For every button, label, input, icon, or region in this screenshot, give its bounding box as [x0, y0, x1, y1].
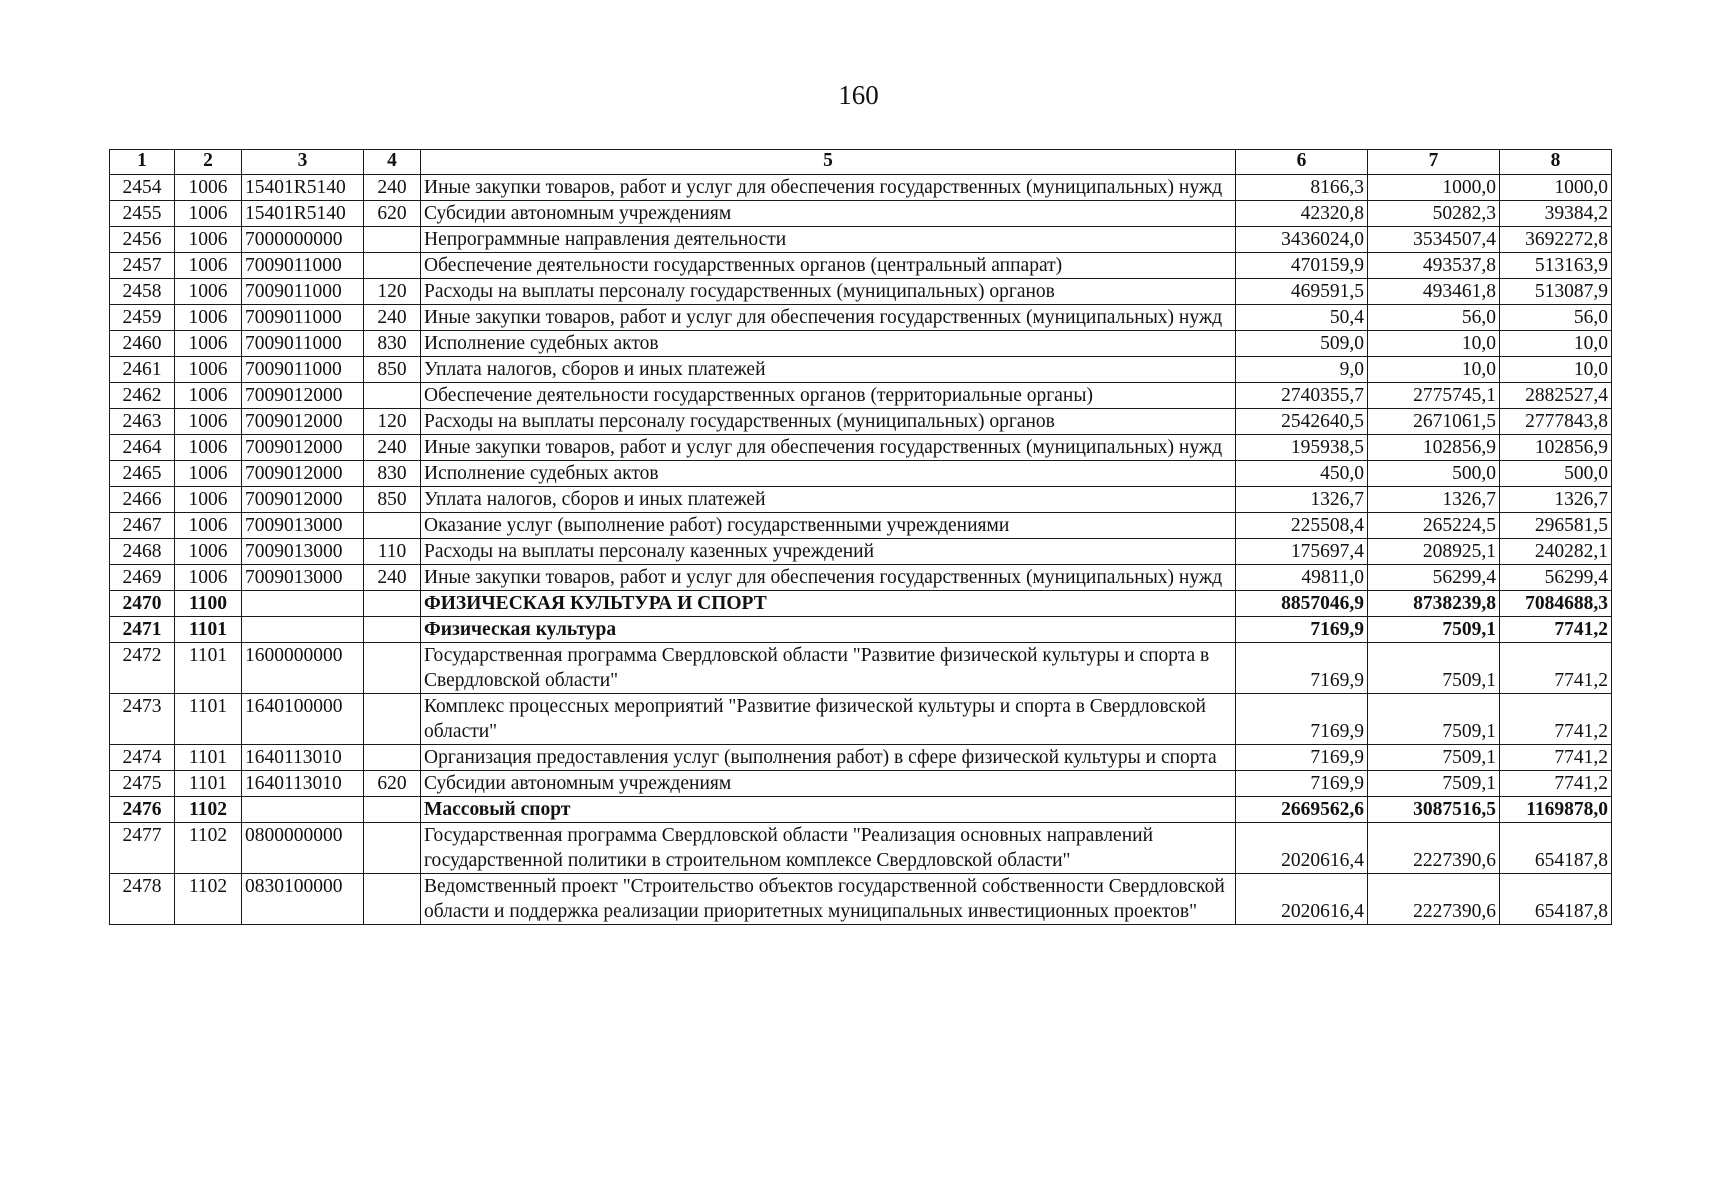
section-code: 1100 [175, 591, 242, 617]
row-number: 2459 [110, 305, 175, 331]
amount-col-7: 2227390,6 [1368, 823, 1500, 874]
target-code: 7009011000 [242, 305, 364, 331]
amount-col-6: 509,0 [1236, 331, 1368, 357]
section-code: 1101 [175, 617, 242, 643]
amount-col-8: 513087,9 [1500, 279, 1612, 305]
item-name: Исполнение судебных актов [421, 461, 1236, 487]
table-row [110, 617, 1612, 643]
target-code: 1640100000 [242, 694, 364, 745]
table-row [110, 357, 1612, 383]
target-code [242, 617, 364, 643]
item-name: Физическая культура [421, 617, 1236, 643]
target-code: 7009011000 [242, 253, 364, 279]
amount-col-8: 1000,0 [1500, 175, 1612, 201]
target-code: 1640113010 [242, 745, 364, 771]
amount-col-6: 9,0 [1236, 357, 1368, 383]
amount-col-8: 102856,9 [1500, 435, 1612, 461]
expense-type-code: 240 [364, 305, 421, 331]
item-name: Расходы на выплаты персоналу государственных (муниципальных) органов [421, 279, 1236, 305]
table-row [110, 565, 1612, 591]
amount-col-6: 7169,9 [1236, 745, 1368, 771]
target-code: 0800000000 [242, 823, 364, 874]
amount-col-8: 654187,8 [1500, 823, 1612, 874]
column-header: 2 [175, 150, 242, 175]
item-name: ФИЗИЧЕСКАЯ КУЛЬТУРА И СПОРТ [421, 591, 1236, 617]
item-name: Расходы на выплаты персоналу казенных учреждений [421, 539, 1236, 565]
row-number: 2475 [110, 771, 175, 797]
row-number: 2465 [110, 461, 175, 487]
amount-col-6: 2740355,7 [1236, 383, 1368, 409]
amount-col-6: 8166,3 [1236, 175, 1368, 201]
amount-col-6: 2020616,4 [1236, 823, 1368, 874]
table-row [110, 279, 1612, 305]
table-row [110, 874, 1612, 925]
target-code [242, 591, 364, 617]
amount-col-7: 3087516,5 [1368, 797, 1500, 823]
expense-type-code [364, 823, 421, 874]
item-name: Иные закупки товаров, работ и услуг для обеспечения государственных (муниципальных) нужд [421, 435, 1236, 461]
amount-col-6: 7169,9 [1236, 694, 1368, 745]
table-body [110, 175, 1612, 925]
row-number: 2457 [110, 253, 175, 279]
table-row [110, 591, 1612, 617]
amount-col-8: 7741,2 [1500, 771, 1612, 797]
section-code: 1101 [175, 771, 242, 797]
amount-col-8: 1169878,0 [1500, 797, 1612, 823]
section-code: 1006 [175, 409, 242, 435]
row-number: 2463 [110, 409, 175, 435]
section-code: 1101 [175, 745, 242, 771]
expense-type-code: 830 [364, 331, 421, 357]
section-code: 1006 [175, 383, 242, 409]
target-code: 15401R5140 [242, 175, 364, 201]
target-code: 7009012000 [242, 409, 364, 435]
column-header: 3 [242, 150, 364, 175]
row-number: 2477 [110, 823, 175, 874]
target-code: 1600000000 [242, 643, 364, 694]
table-row [110, 539, 1612, 565]
amount-col-7: 493537,8 [1368, 253, 1500, 279]
expense-type-code [364, 643, 421, 694]
row-number: 2456 [110, 227, 175, 253]
amount-col-8: 7741,2 [1500, 694, 1612, 745]
amount-col-7: 7509,1 [1368, 694, 1500, 745]
table-row [110, 175, 1612, 201]
expense-type-code: 240 [364, 565, 421, 591]
row-number: 2454 [110, 175, 175, 201]
amount-col-8: 3692272,8 [1500, 227, 1612, 253]
amount-col-8: 7741,2 [1500, 617, 1612, 643]
column-header: 4 [364, 150, 421, 175]
table-row [110, 823, 1612, 874]
amount-col-6: 1326,7 [1236, 487, 1368, 513]
amount-col-8: 10,0 [1500, 331, 1612, 357]
row-number: 2469 [110, 565, 175, 591]
table-row [110, 513, 1612, 539]
amount-col-7: 2227390,6 [1368, 874, 1500, 925]
amount-col-7: 1326,7 [1368, 487, 1500, 513]
item-name: Непрограммные направления деятельности [421, 227, 1236, 253]
amount-col-8: 654187,8 [1500, 874, 1612, 925]
table-row [110, 409, 1612, 435]
item-name: Субсидии автономным учреждениям [421, 201, 1236, 227]
header-row [110, 150, 1612, 175]
section-code: 1006 [175, 175, 242, 201]
amount-col-7: 265224,5 [1368, 513, 1500, 539]
amount-col-6: 470159,9 [1236, 253, 1368, 279]
row-number: 2472 [110, 643, 175, 694]
amount-col-8: 1326,7 [1500, 487, 1612, 513]
item-name: Государственная программа Свердловской области "Реализация основных направлений государственной политики в строительном комплексе Свердловской области" [421, 823, 1236, 874]
column-header: 7 [1368, 150, 1500, 175]
target-code: 7009012000 [242, 435, 364, 461]
section-code: 1006 [175, 279, 242, 305]
expense-type-code: 120 [364, 279, 421, 305]
amount-col-7: 56,0 [1368, 305, 1500, 331]
section-code: 1006 [175, 227, 242, 253]
budget-table [109, 149, 1612, 925]
table-row [110, 383, 1612, 409]
amount-col-7: 208925,1 [1368, 539, 1500, 565]
table-row [110, 771, 1612, 797]
column-header: 8 [1500, 150, 1612, 175]
table-row [110, 435, 1612, 461]
target-code: 7009012000 [242, 487, 364, 513]
row-number: 2471 [110, 617, 175, 643]
expense-type-code [364, 253, 421, 279]
amount-col-6: 195938,5 [1236, 435, 1368, 461]
amount-col-8: 56299,4 [1500, 565, 1612, 591]
expense-type-code [364, 591, 421, 617]
amount-col-6: 7169,9 [1236, 617, 1368, 643]
page-number: 160 [838, 80, 879, 110]
row-number: 2466 [110, 487, 175, 513]
table-row [110, 305, 1612, 331]
section-code: 1006 [175, 565, 242, 591]
amount-col-8: 513163,9 [1500, 253, 1612, 279]
amount-col-7: 7509,1 [1368, 771, 1500, 797]
amount-col-6: 7169,9 [1236, 771, 1368, 797]
target-code: 7009013000 [242, 513, 364, 539]
amount-col-7: 500,0 [1368, 461, 1500, 487]
amount-col-6: 3436024,0 [1236, 227, 1368, 253]
amount-col-8: 10,0 [1500, 357, 1612, 383]
amount-col-8: 500,0 [1500, 461, 1612, 487]
amount-col-6: 225508,4 [1236, 513, 1368, 539]
row-number: 2478 [110, 874, 175, 925]
amount-col-6: 2669562,6 [1236, 797, 1368, 823]
amount-col-8: 56,0 [1500, 305, 1612, 331]
item-name: Оказание услуг (выполнение работ) государственными учреждениями [421, 513, 1236, 539]
expense-type-code: 240 [364, 175, 421, 201]
target-code: 0830100000 [242, 874, 364, 925]
section-code: 1101 [175, 694, 242, 745]
amount-col-6: 450,0 [1236, 461, 1368, 487]
row-number: 2467 [110, 513, 175, 539]
item-name: Обеспечение деятельности государственных органов (территориальные органы) [421, 383, 1236, 409]
section-code: 1102 [175, 797, 242, 823]
amount-col-6: 8857046,9 [1236, 591, 1368, 617]
section-code: 1006 [175, 357, 242, 383]
amount-col-6: 7169,9 [1236, 643, 1368, 694]
row-number: 2464 [110, 435, 175, 461]
amount-col-7: 50282,3 [1368, 201, 1500, 227]
amount-col-6: 469591,5 [1236, 279, 1368, 305]
amount-col-7: 493461,8 [1368, 279, 1500, 305]
amount-col-6: 49811,0 [1236, 565, 1368, 591]
row-number: 2473 [110, 694, 175, 745]
item-name: Массовый спорт [421, 797, 1236, 823]
target-code: 7009011000 [242, 279, 364, 305]
target-code: 7009011000 [242, 331, 364, 357]
target-code: 7000000000 [242, 227, 364, 253]
amount-col-8: 2777843,8 [1500, 409, 1612, 435]
target-code: 7009012000 [242, 383, 364, 409]
amount-col-7: 7509,1 [1368, 745, 1500, 771]
row-number: 2468 [110, 539, 175, 565]
amount-col-7: 2671061,5 [1368, 409, 1500, 435]
row-number: 2458 [110, 279, 175, 305]
target-code [242, 797, 364, 823]
amount-col-7: 7509,1 [1368, 643, 1500, 694]
section-code: 1006 [175, 435, 242, 461]
amount-col-7: 8738239,8 [1368, 591, 1500, 617]
expense-type-code [364, 694, 421, 745]
expense-type-code [364, 617, 421, 643]
expense-type-code: 620 [364, 771, 421, 797]
table-row [110, 331, 1612, 357]
expense-type-code: 850 [364, 487, 421, 513]
column-header: 6 [1236, 150, 1368, 175]
table-row [110, 745, 1612, 771]
item-name: Иные закупки товаров, работ и услуг для обеспечения государственных (муниципальных) нужд [421, 305, 1236, 331]
expense-type-code [364, 874, 421, 925]
expense-type-code [364, 227, 421, 253]
table-row [110, 201, 1612, 227]
expense-type-code: 110 [364, 539, 421, 565]
amount-col-6: 42320,8 [1236, 201, 1368, 227]
section-code: 1101 [175, 643, 242, 694]
table-row [110, 643, 1612, 694]
item-name: Ведомственный проект "Строительство объектов государственной собственности Свердловской области и поддержка реализации приоритетных муниципальных инвестиционных проектов" [421, 874, 1236, 925]
amount-col-8: 7084688,3 [1500, 591, 1612, 617]
section-code: 1006 [175, 487, 242, 513]
target-code: 15401R5140 [242, 201, 364, 227]
section-code: 1102 [175, 823, 242, 874]
item-name: Комплекс процессных мероприятий "Развитие физической культуры и спорта в Свердловской области" [421, 694, 1236, 745]
target-code: 7009013000 [242, 565, 364, 591]
amount-col-8: 296581,5 [1500, 513, 1612, 539]
row-number: 2462 [110, 383, 175, 409]
section-code: 1006 [175, 513, 242, 539]
expense-type-code [364, 745, 421, 771]
amount-col-7: 1000,0 [1368, 175, 1500, 201]
amount-col-7: 102856,9 [1368, 435, 1500, 461]
expense-type-code [364, 797, 421, 823]
item-name: Уплата налогов, сборов и иных платежей [421, 487, 1236, 513]
table-row [110, 253, 1612, 279]
amount-col-7: 10,0 [1368, 331, 1500, 357]
amount-col-8: 39384,2 [1500, 201, 1612, 227]
amount-col-7: 56299,4 [1368, 565, 1500, 591]
section-code: 1006 [175, 331, 242, 357]
table-row [110, 227, 1612, 253]
expense-type-code: 830 [364, 461, 421, 487]
row-number: 2460 [110, 331, 175, 357]
section-code: 1006 [175, 539, 242, 565]
table-row [110, 797, 1612, 823]
row-number: 2461 [110, 357, 175, 383]
amount-col-6: 2020616,4 [1236, 874, 1368, 925]
column-header: 5 [421, 150, 1236, 175]
expense-type-code [364, 513, 421, 539]
target-code: 7009013000 [242, 539, 364, 565]
item-name: Организация предоставления услуг (выполнения работ) в сфере физической культуры и спорта [421, 745, 1236, 771]
amount-col-7: 7509,1 [1368, 617, 1500, 643]
item-name: Иные закупки товаров, работ и услуг для обеспечения государственных (муниципальных) нужд [421, 175, 1236, 201]
section-code: 1006 [175, 461, 242, 487]
amount-col-8: 7741,2 [1500, 745, 1612, 771]
amount-col-7: 2775745,1 [1368, 383, 1500, 409]
target-code: 7009012000 [242, 461, 364, 487]
amount-col-8: 7741,2 [1500, 643, 1612, 694]
item-name: Государственная программа Свердловской области "Развитие физической культуры и спорта в Свердловской области" [421, 643, 1236, 694]
section-code: 1006 [175, 201, 242, 227]
expense-type-code: 240 [364, 435, 421, 461]
section-code: 1006 [175, 253, 242, 279]
expense-type-code: 120 [364, 409, 421, 435]
item-name: Иные закупки товаров, работ и услуг для обеспечения государственных (муниципальных) нужд [421, 565, 1236, 591]
section-code: 1006 [175, 305, 242, 331]
table-row [110, 461, 1612, 487]
item-name: Обеспечение деятельности государственных органов (центральный аппарат) [421, 253, 1236, 279]
section-code: 1102 [175, 874, 242, 925]
row-number: 2455 [110, 201, 175, 227]
table-row [110, 694, 1612, 745]
expense-type-code: 850 [364, 357, 421, 383]
target-code: 7009011000 [242, 357, 364, 383]
table-row [110, 487, 1612, 513]
row-number: 2470 [110, 591, 175, 617]
amount-col-6: 175697,4 [1236, 539, 1368, 565]
expense-type-code [364, 383, 421, 409]
expense-type-code: 620 [364, 201, 421, 227]
item-name: Субсидии автономным учреждениям [421, 771, 1236, 797]
row-number: 2476 [110, 797, 175, 823]
amount-col-7: 3534507,4 [1368, 227, 1500, 253]
column-header: 1 [110, 150, 175, 175]
amount-col-8: 240282,1 [1500, 539, 1612, 565]
target-code: 1640113010 [242, 771, 364, 797]
amount-col-8: 2882527,4 [1500, 383, 1612, 409]
item-name: Исполнение судебных актов [421, 331, 1236, 357]
item-name: Расходы на выплаты персоналу государственных (муниципальных) органов [421, 409, 1236, 435]
item-name: Уплата налогов, сборов и иных платежей [421, 357, 1236, 383]
amount-col-7: 10,0 [1368, 357, 1500, 383]
row-number: 2474 [110, 745, 175, 771]
amount-col-6: 2542640,5 [1236, 409, 1368, 435]
amount-col-6: 50,4 [1236, 305, 1368, 331]
